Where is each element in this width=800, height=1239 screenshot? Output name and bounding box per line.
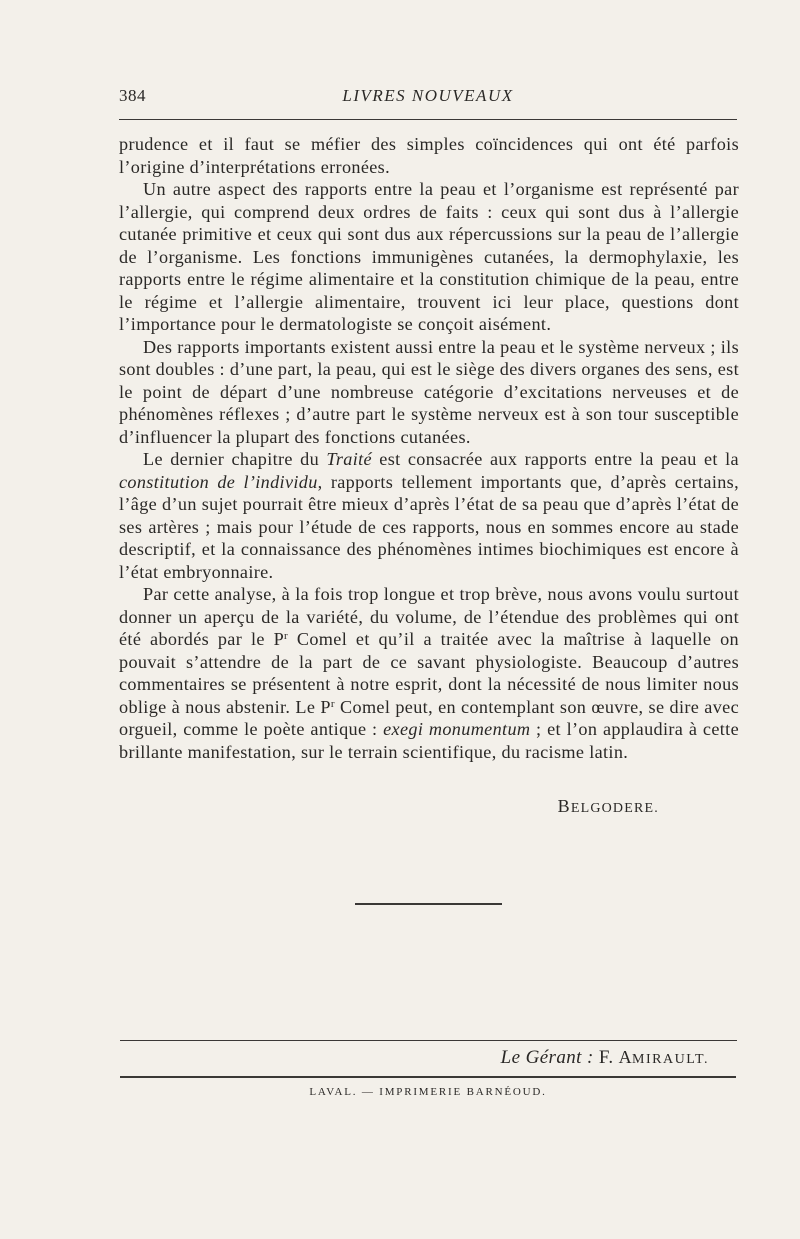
paragraph-5-text-b: Comel et qu’il a traitée avec la maîtrise à laquelle on pouvait s’attendre de la part de ce savant physiologiste. Beaucoup d’autres commentaires se présentent à notre esprit, dont la nécessité de nous limiter nous oblige à nous abstenir. Le P [119,629,739,717]
gerant-initial: F. [598,1047,614,1068]
paragraph-5-text-d: ; et l’on applaudira à cette brillante manifestation, sur le terrain scientifique, du racisme latin. [119,719,740,762]
paragraph-1: prudence et il faut se méfier des simples coïncidences qui ont été parfois l’origine d’interprétations erronées. [119,134,739,177]
running-title: LIVRES NOUVEAUX [342,86,514,105]
exegi-italic: exegi monumentum [383,719,531,739]
traite-italic: Traité [326,449,372,469]
gerant-label: Le Gérant : [500,1047,594,1068]
paragraph-5-text-c: Comel peut, en contemplant son œuvre, se dire avec orgueil, comme le poète antique : [119,696,739,739]
constitution-italic: constitution de l’individu [119,471,318,492]
professor-superscript-1: r [284,630,289,642]
professor-superscript-2: r [330,697,335,710]
paragraph-4-text-b: est consacrée aux rapports entre la peau et la [371,449,739,469]
paragraph-4-text-a: Le dernier chapitre du [143,449,327,469]
paragraph-4 [119,448,739,583]
gerant-line [119,1047,709,1069]
paragraph-4-text-c: , rapports tellement importants que, d’après certains, l’âge d’un sujet pourrait être mieux d’après l’état de sa peau que d’après l’état de ses artères ; mais pour l’étude de ces rapports, nous en sommes encore au stade descriptif, et la connaissance des phénomènes intimes biochimiques est encore à l’état embryonnaire. [119,471,739,582]
paragraph-5-text-a: Par cette analyse, à la fois trop longue et trop brève, nous avons voulu surtout donner un aperçu de la variété, du volume, de l’étendue des problèmes qui ont été abordés par le P [119,584,739,649]
author-signature [119,796,659,817]
signature-initial: B [557,796,571,816]
gerant-name-first: A [618,1047,633,1067]
header-rule [119,119,737,120]
paragraph-3: Des rapports importants existent aussi entre la peau et le système nerveux ; ils sont doubles : d’une part, la peau, qui est le siège des divers organes des sens, est le point de départ d’une nombreuse catégorie d’excitations nerveuses et de phénomènes réflexes ; d’autre part le système nerveux est à son tour susceptible d’influencer la plupart des fonctions cutanées. [119,336,739,447]
review-text [119,133,739,763]
page-number: 384 [119,86,146,105]
signature-rest: ELGODERE. [570,801,659,816]
printer-imprint: LAVAL. — IMPRIMERIE BARNÉOUD. [309,1086,547,1098]
paragraph-2: Un autre aspect des rapports entre la peau et l’organisme est représenté par l’allergie, qui comprend deux ordres de faits : ceux qui sont dus à l’allergie cutanée primitive et ceux qui sont dus aux répercussions sur la peau de l’allergie de l’organisme. Les fonctions immunigènes cutanées, la dermophylaxie, les rapports entre le régime alimentaire et la constitution chimique de la peau, entre le régime et l’allergie alimentaire, trouvent ici leur place, questions dont l’importance pour le dermatologiste se conçoit aisément. [119,179,739,334]
section-divider [355,903,502,905]
page-header [119,86,737,116]
gerant-name-rest: MIRAULT. [632,1052,709,1067]
footer-rule-top [120,1040,737,1041]
paragraph-5 [119,583,739,763]
footer-rule-bottom [120,1076,736,1078]
